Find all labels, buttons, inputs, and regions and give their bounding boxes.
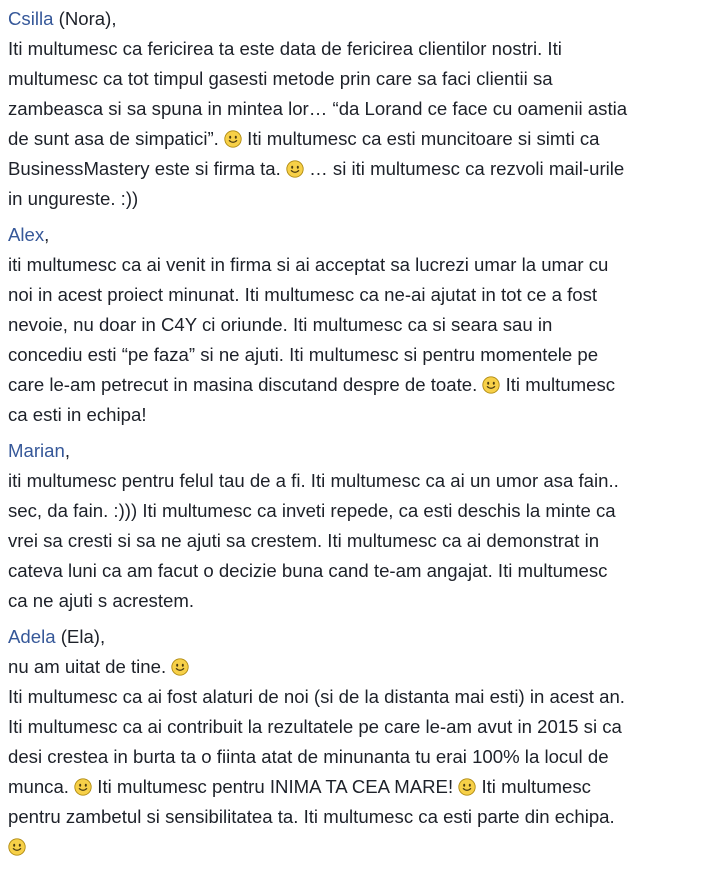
smiley-emoji-icon	[171, 658, 189, 676]
text-segment: iti multumesc ca ai venit in firma si ai acceptat sa lucrezi umar la umar cu	[8, 254, 609, 275]
text-segment: zambeasca si sa spuna in mintea lor… “da Lorand ce face cu oamenii astia	[8, 98, 628, 119]
message-marian	[8, 436, 708, 616]
message-line	[8, 370, 708, 400]
text-segment: ca ne ajuti s acrestem.	[8, 590, 195, 611]
message-line	[8, 772, 708, 802]
text-segment: munca.	[8, 776, 75, 797]
person-name-link[interactable]: Csilla	[8, 8, 54, 29]
header-suffix: ,	[64, 440, 71, 461]
message-line	[8, 124, 708, 154]
person-name-link[interactable]: Marian	[8, 440, 65, 461]
text-segment: nevoie, nu doar in C4Y ci oriunde. Iti multumesc ca si seara sau in	[8, 314, 553, 335]
text-segment: sec, da fain. :))) Iti multumesc ca inveti repede, ca esti deschis la minte ca	[8, 500, 616, 521]
message-csilla	[8, 4, 708, 214]
text-segment: Iti multumesc ca esti muncitoare si simti ca	[242, 128, 600, 149]
message-line	[8, 496, 708, 526]
message-line	[8, 64, 708, 94]
message-line	[8, 526, 708, 556]
message-header	[8, 436, 708, 466]
message-line	[8, 400, 708, 430]
message-line	[8, 802, 708, 832]
text-segment: in ungureste. :))	[8, 188, 139, 209]
text-segment: noi in acest proiect minunat. Iti multumesc ca ne-ai ajutat in tot ce a fost	[8, 284, 598, 305]
text-segment: … si iti multumesc ca rezvoli mail-urile	[303, 158, 625, 179]
message-line	[8, 712, 708, 742]
text-segment: ca esti in echipa!	[8, 404, 147, 425]
text-segment: Iti multumesc ca ai fost alaturi de noi (si de la distanta mai esti) in acest an.	[8, 686, 625, 707]
message-header	[8, 220, 708, 250]
smiley-emoji-icon	[8, 838, 26, 856]
message-line	[8, 682, 708, 712]
message-line	[8, 154, 708, 184]
text-segment: vrei sa cresti si sa ne ajuti sa crestem. Iti multumesc ca ai demonstrat in	[8, 530, 600, 551]
message-line	[8, 742, 708, 772]
text-segment: care le-am petrecut in masina discutand despre de toate.	[8, 374, 483, 395]
message-line	[8, 340, 708, 370]
smiley-emoji-icon	[482, 376, 500, 394]
smiley-emoji-icon	[286, 160, 304, 178]
text-segment: desi crestea in burta ta o fiinta atat de minunanta tu erai 100% la locul de	[8, 746, 609, 767]
text-segment: Iti multumesc pentru INIMA TA CEA MARE!	[92, 776, 459, 797]
message-line	[8, 556, 708, 586]
message-header	[8, 622, 708, 652]
person-name-link[interactable]: Adela	[8, 626, 56, 647]
message-line	[8, 280, 708, 310]
message-line	[8, 94, 708, 124]
text-segment: Iti multumesc ca ai contribuit la rezultatele pe care le-am avut in 2015 si ca	[8, 716, 622, 737]
header-suffix: ,	[44, 224, 50, 245]
message-alex	[8, 220, 708, 430]
text-segment: Iti multumesc	[476, 776, 591, 797]
smiley-emoji-icon	[74, 778, 92, 796]
message-line	[8, 184, 708, 214]
message-line	[8, 652, 708, 682]
message-line	[8, 832, 708, 862]
message-line	[8, 310, 708, 340]
message-line	[8, 466, 708, 496]
text-segment: Iti multumesc ca fericirea ta este data de fericirea clientilor nostri. Iti	[8, 38, 562, 59]
header-suffix: (Ela),	[55, 626, 106, 647]
message-line	[8, 34, 708, 64]
text-segment: BusinessMastery este si firma ta.	[8, 158, 286, 179]
text-segment: nu am uitat de tine.	[8, 656, 172, 677]
text-segment: de sunt asa de simpatici”.	[8, 128, 224, 149]
header-suffix: (Nora),	[53, 8, 117, 29]
text-segment: Iti multumesc	[500, 374, 616, 395]
text-segment: iti multumesc pentru felul tau de a fi. Iti multumesc ca ai un umor asa fain..	[8, 470, 619, 491]
person-name-link[interactable]: Alex	[8, 224, 45, 245]
smiley-emoji-icon	[224, 130, 242, 148]
message-adela	[8, 622, 708, 862]
text-segment: multumesc ca tot timpul gasesti metode prin care sa faci clientii sa	[8, 68, 553, 89]
smiley-emoji-icon	[458, 778, 476, 796]
text-segment: pentru zambetul si sensibilitatea ta. Iti multumesc ca esti parte din echipa.	[8, 806, 615, 827]
message-line	[8, 586, 708, 616]
message-header	[8, 4, 708, 34]
message-line	[8, 250, 708, 280]
text-segment: cateva luni ca am facut o decizie buna cand te-am angajat. Iti multumesc	[8, 560, 608, 581]
text-segment: concediu esti “pe faza” si ne ajuti. Iti multumesc si pentru momentele pe	[8, 344, 599, 365]
